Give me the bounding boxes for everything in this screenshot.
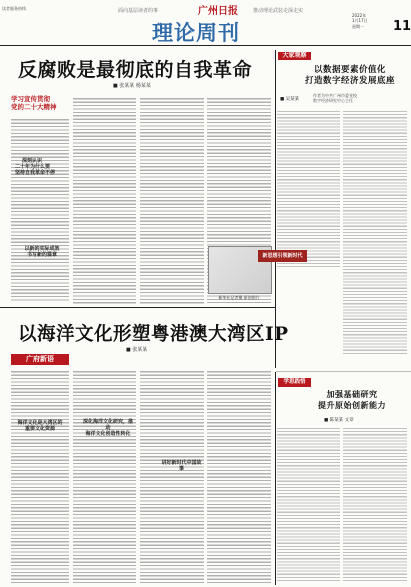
article-4-column-1 xyxy=(11,369,69,583)
article-2-author-note: 作者为中共广州市委党校 数字经济研究中心主任 xyxy=(313,93,357,103)
article-4-byline: ■ 张某某 xyxy=(126,347,148,353)
masthead-subtitle-1: 面向基层读者的事 xyxy=(118,8,159,14)
article-1-byline: ■ 张某某 杨某某 xyxy=(113,83,151,89)
article-4-column-4 xyxy=(207,369,271,583)
article-4-headline: 以海洋文化形塑粤港澳大湾区IP xyxy=(18,324,289,345)
article-4-tag: 广府新语 xyxy=(11,354,69,365)
article-4-column-2 xyxy=(73,369,136,583)
advertisement-bar: 新思想引领新时代 xyxy=(258,250,307,262)
article-3-tag: 学思践悟 xyxy=(278,378,311,387)
article-3-headline: 加强基础研究 提升原始创新能力 xyxy=(318,389,386,410)
article-2-column-1 xyxy=(277,109,340,267)
article-3-top-rule xyxy=(276,371,411,372)
article-3-column-2 xyxy=(343,426,407,583)
article-3-column-1 xyxy=(277,426,340,583)
masthead-brand: 广州日报 xyxy=(198,6,238,17)
masthead-rule xyxy=(0,45,411,46)
page-number: 11 xyxy=(393,19,411,34)
article-1-column-3 xyxy=(140,96,204,304)
article-1-column-2 xyxy=(73,96,136,304)
masthead-subtitle-2: 推动理论武装走深走实 xyxy=(253,8,304,14)
lower-section-rule xyxy=(0,307,276,308)
masthead-top-left: 读者服务热线 xyxy=(2,6,26,11)
article-3-vertical-rule xyxy=(275,372,276,585)
article-1-column-1 xyxy=(11,117,69,302)
article-4-subhead-3: 讲好新时代中国故事 xyxy=(161,460,202,472)
masthead-title: 理论周刊 xyxy=(152,20,240,45)
article-4-subhead-1: 海洋文化是大湾区的 重要文化资源 xyxy=(17,420,63,432)
article-3-byline: ■ 陈某某 文章 xyxy=(324,418,354,423)
article-2-tag: 大家观察 xyxy=(278,52,311,60)
article-1-sidebar-label: 学习宣传贯彻 党的二十大精神 xyxy=(11,95,57,111)
article-1-subhead-1: 深刻认识 xyxy=(22,158,43,164)
article-4-column-3 xyxy=(140,369,204,583)
article-2-byline: ■ 吴某某 xyxy=(280,97,300,102)
article-1-subhead-2: 二十年为什么要 坚持自我革命不停 xyxy=(15,164,56,176)
article-2-column-2 xyxy=(343,109,407,355)
article-2-caption: 新华社记者摄 原创图片 xyxy=(218,295,260,300)
article-1-subhead-3: 以新的实际成效 书写新的篇章 xyxy=(24,246,60,258)
article-1-headline: 反腐败是最彻底的自我革命 xyxy=(18,59,253,81)
date-block: 2022年 1月17日 星期一 xyxy=(352,13,368,29)
article-2-headline: 以数据要素价值化 打造数字经济发展底座 xyxy=(304,65,395,86)
article-4-subhead-2: 深化海洋文化研究，推动 海洋文化创造性转化 xyxy=(82,419,133,437)
